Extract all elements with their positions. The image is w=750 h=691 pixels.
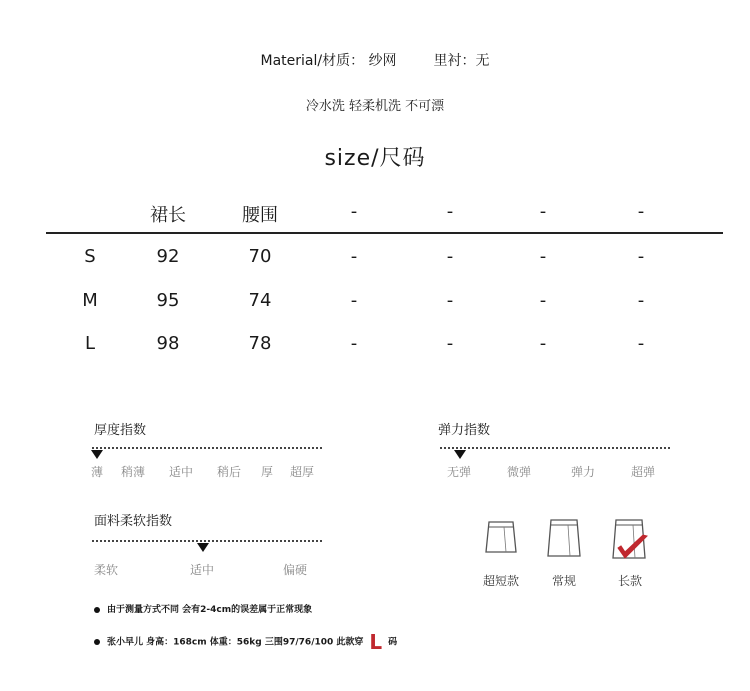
thickness-label: 厚度指数 — [94, 423, 147, 438]
softness-scale-line — [92, 540, 322, 542]
model-info-note: 张小早儿 身高：168cm 体重：56kg 三围97/76/100 此款穿 L 码 — [94, 630, 397, 654]
lining-info: 里衬：无 — [433, 53, 490, 69]
elasticity-scale-item: 微弹 — [507, 465, 532, 479]
mini-skirt-icon — [483, 518, 519, 558]
column-header: 腰围 — [242, 205, 278, 226]
measurement-note: 由于测量方式不同 会有2-4cm的误差属于正常现象 — [94, 602, 312, 615]
table-cell: - — [446, 246, 454, 267]
length-option: 常规 — [551, 574, 576, 588]
thickness-marker-icon — [91, 450, 103, 459]
regular-skirt-icon — [545, 516, 583, 564]
softness-label: 面料柔软指数 — [94, 514, 173, 529]
column-header: - — [637, 201, 645, 222]
softness-marker-icon — [197, 543, 209, 552]
table-cell: - — [350, 333, 358, 354]
length-option: 超短款 — [482, 574, 519, 588]
softness-scale-item: 偏硬 — [283, 563, 308, 577]
size-label: S — [84, 246, 96, 267]
length-option: 长款 — [617, 574, 642, 588]
thickness-scale-item: 稍薄 — [121, 465, 146, 479]
selected-check-icon — [618, 535, 647, 558]
thickness-scale-item: 薄 — [91, 465, 104, 479]
elasticity-scale-item: 弹力 — [571, 465, 596, 479]
elasticity-scale-item: 无弹 — [447, 465, 472, 479]
table-cell: - — [350, 290, 358, 311]
thickness-scale-item: 适中 — [169, 465, 194, 479]
table-cell: 92 — [156, 246, 180, 267]
table-cell: - — [539, 246, 547, 267]
thickness-scale-item: 厚 — [261, 465, 274, 479]
bullet-icon — [94, 639, 100, 645]
size-title: size/尺码 — [324, 146, 426, 171]
softness-scale-item: 柔软 — [94, 563, 119, 577]
model-size: L — [369, 630, 383, 654]
material-line — [0, 50, 750, 70]
thickness-scale-item: 超厚 — [290, 465, 315, 479]
table-cell: - — [539, 333, 547, 354]
table-divider — [46, 232, 723, 234]
softness-scale-item: 适中 — [190, 563, 215, 577]
table-cell: 78 — [248, 333, 272, 354]
washing-instructions: 冷水洗 轻柔机洗 不可漂 — [305, 99, 445, 114]
column-header: - — [539, 201, 547, 222]
column-header: - — [446, 201, 454, 222]
table-cell: - — [637, 333, 645, 354]
size-label: M — [82, 290, 98, 311]
table-cell: - — [637, 246, 645, 267]
size-label: L — [84, 333, 96, 354]
table-cell: - — [446, 290, 454, 311]
table-cell: 98 — [156, 333, 180, 354]
long-skirt-icon — [609, 516, 651, 566]
elasticity-marker-icon — [454, 450, 466, 459]
table-cell: 74 — [248, 290, 272, 311]
table-cell: - — [539, 290, 547, 311]
table-cell: 70 — [248, 246, 272, 267]
elasticity-scale-item: 超弹 — [631, 465, 656, 479]
material-value: 纱网 — [368, 53, 397, 69]
table-cell: - — [637, 290, 645, 311]
table-cell: 95 — [156, 290, 180, 311]
material-label: Material/材质： — [260, 53, 365, 69]
bullet-icon — [94, 607, 100, 613]
thickness-scale-line — [92, 447, 322, 449]
column-header: - — [350, 201, 358, 222]
elasticity-label: 弹力指数 — [438, 423, 491, 438]
table-cell: - — [350, 246, 358, 267]
elasticity-scale-line — [440, 447, 670, 449]
column-header: 裙长 — [150, 205, 186, 226]
thickness-scale-item: 稍后 — [217, 465, 242, 479]
table-cell: - — [446, 333, 454, 354]
